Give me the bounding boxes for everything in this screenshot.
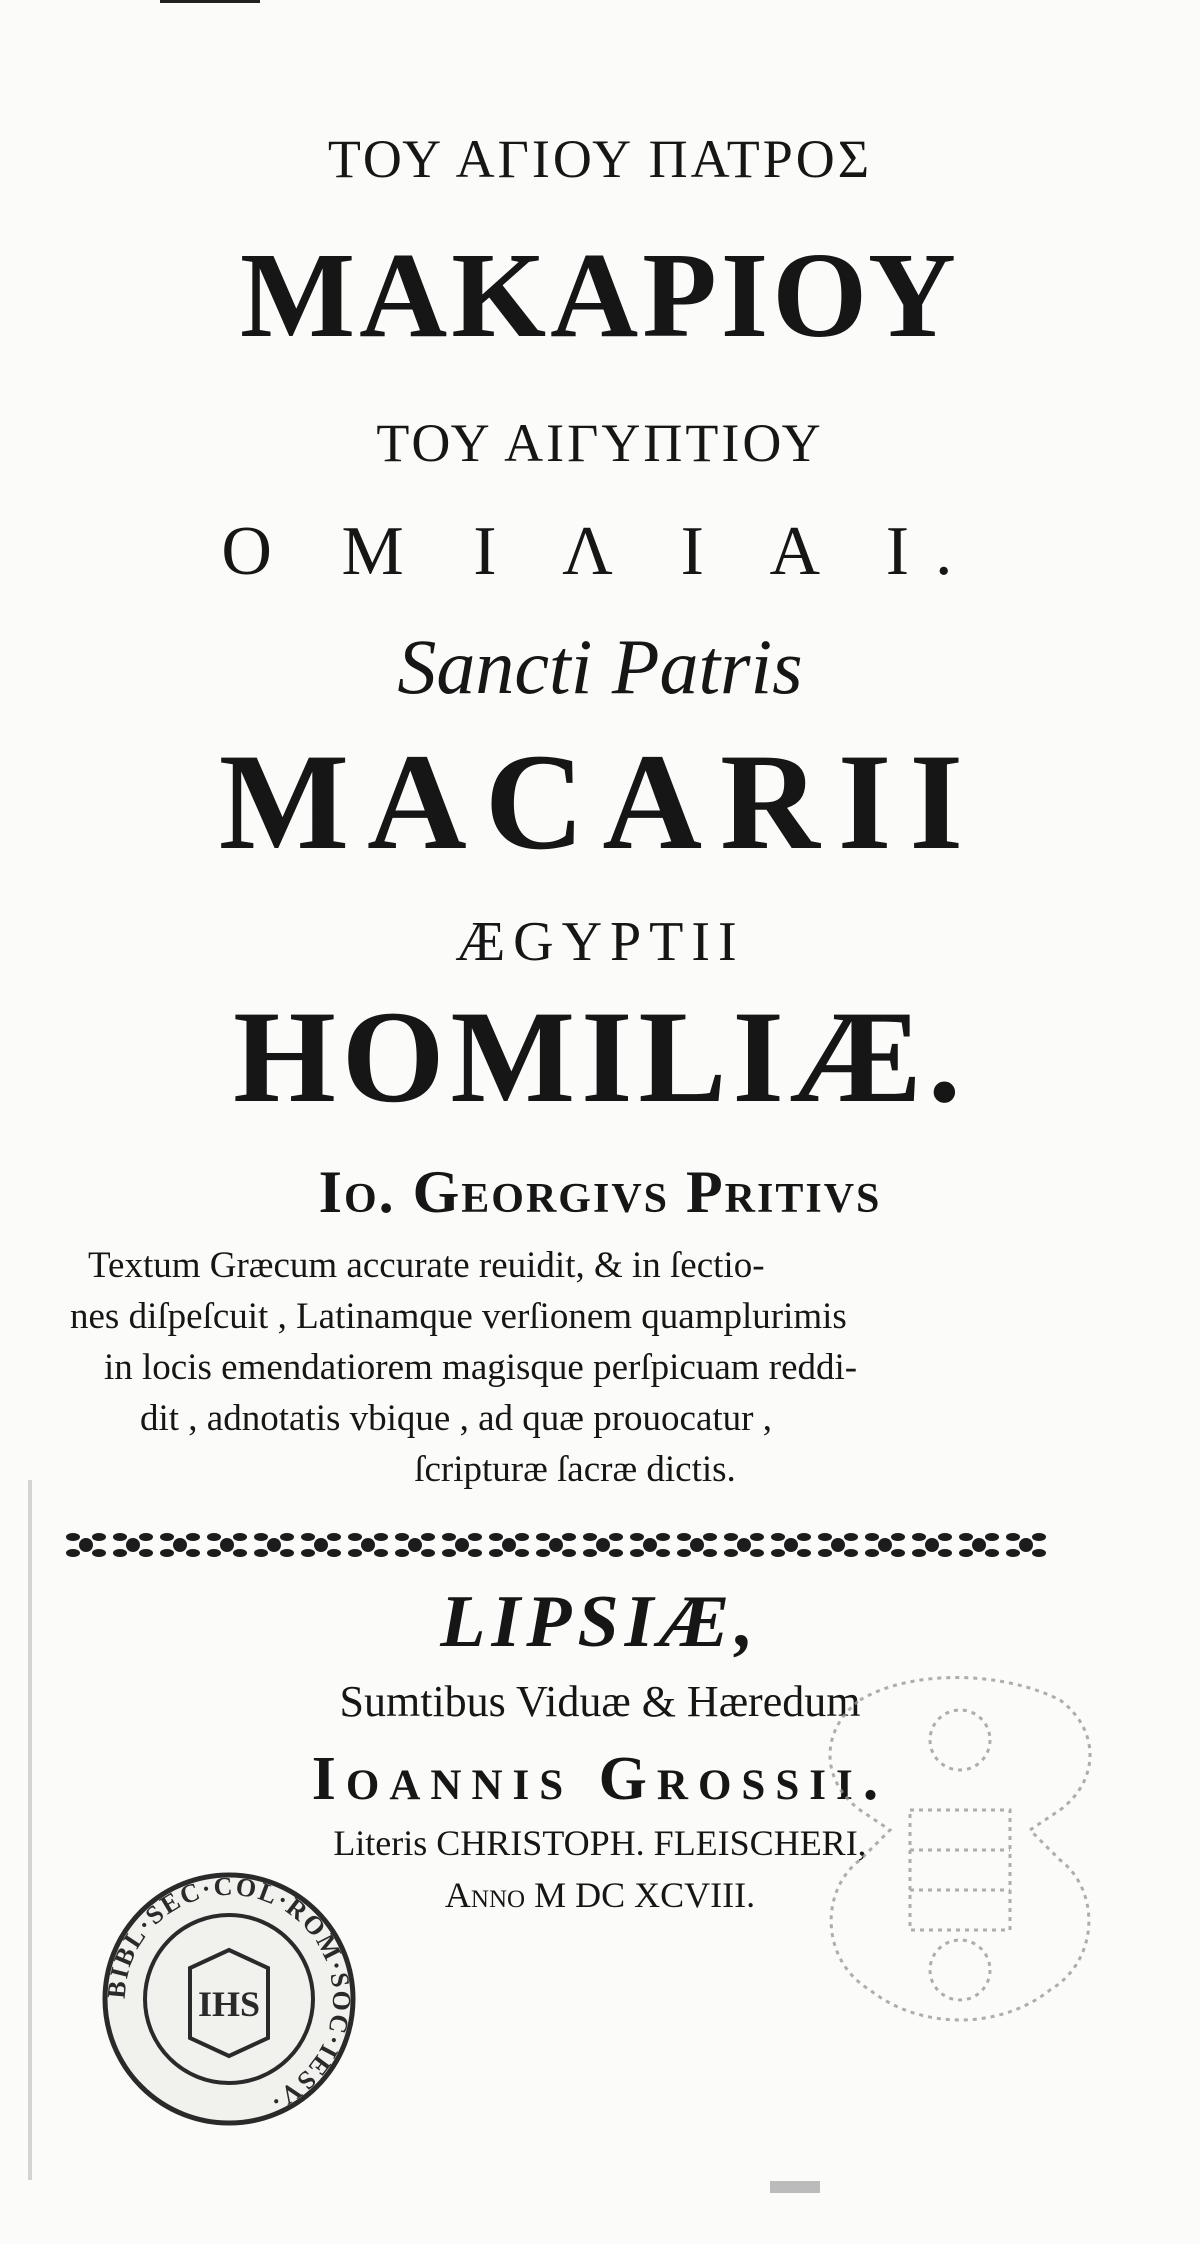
top-edge-rule: [160, 0, 260, 3]
imprint-publisher: Ioannis Grossii.: [311, 1745, 889, 1813]
decorative-ornament-band: [62, 1522, 1050, 1568]
greek-title-line-2: ΜΑΚΑΡΙΟΥ: [239, 228, 961, 363]
fleuron-icon: [442, 1533, 482, 1557]
description-line: ſcripturæ ſacræ dictis.: [414, 1449, 736, 1490]
description-line: Textum Græcum accurate reuidit, & in ſectio-: [88, 1245, 765, 1286]
fleuron-icon: [489, 1533, 529, 1557]
bottom-edge-mark: [770, 2181, 820, 2193]
greek-title-line-4: Ο Μ Ι Λ Ι Α Ι.: [221, 513, 979, 590]
fleuron-icon: [771, 1533, 811, 1557]
latin-title-line-2: MACARII: [218, 725, 982, 878]
fleuron-icon: [724, 1533, 764, 1557]
fleuron-icon: [66, 1533, 106, 1557]
description-line: dit , adnotatis vbique , ad quæ prouocatur ,: [140, 1398, 772, 1439]
description-line: in locis emendatiorem magisque perſpicuam reddi-: [104, 1347, 858, 1388]
fleuron-icon: [348, 1533, 388, 1557]
fleuron-icon: [818, 1533, 858, 1557]
editor-name: Io. Georgivs Pritivs: [318, 1159, 882, 1225]
fleuron-icon: [536, 1533, 576, 1557]
library-stamp-seal: [98, 1868, 360, 2130]
fleuron-icon: [395, 1533, 435, 1557]
fleuron-icon: [583, 1533, 623, 1557]
fleuron-icon: [912, 1533, 952, 1557]
faded-library-stamp: [800, 1660, 1120, 2080]
fleuron-icon: [254, 1533, 294, 1557]
latin-title-line-3: ÆGYPTII: [455, 911, 745, 973]
fleuron-icon: [677, 1533, 717, 1557]
fleuron-icon: [865, 1533, 905, 1557]
latin-title-line-4: HOMILIÆ.: [233, 983, 967, 1130]
fleuron-icon: [630, 1533, 670, 1557]
description-line: nes diſpeſcuit , Latinamque verſionem quamplurimis: [70, 1296, 847, 1337]
fleuron-icon: [113, 1533, 153, 1557]
imprint-city: LIPSIÆ,: [440, 1581, 760, 1663]
latin-title-line-1: Sancti Patris: [397, 623, 803, 710]
greek-title-line-1: ΤΟΥ ΑΓΙΟΥ ΠΑΤΡΟΣ: [327, 129, 873, 189]
fleuron-icon: [1006, 1533, 1046, 1557]
imprint-printer: Literis CHRISTOPH. FLEISCHERI,: [333, 1823, 867, 1863]
imprint-year: Anno M DC XCVIII.: [444, 1875, 756, 1915]
fleuron-icon: [959, 1533, 999, 1557]
greek-title-line-3: ΤΟΥ ΑΙΓΥΠΤΙΟΥ: [376, 413, 824, 473]
description-paragraph: [70, 1240, 1080, 1495]
fleuron-icon: [301, 1533, 341, 1557]
imprint-sumptibus: Sumtibus Viduæ & Hæredum: [339, 1677, 861, 1726]
fleuron-icon: [160, 1533, 200, 1557]
stamp-center-monogram: IHS: [197, 1984, 261, 2024]
stamp-ring-text: BIBL·SEC·COL·ROM·SOC·IESV·: [101, 1871, 357, 2117]
fleuron-icon: [207, 1533, 247, 1557]
